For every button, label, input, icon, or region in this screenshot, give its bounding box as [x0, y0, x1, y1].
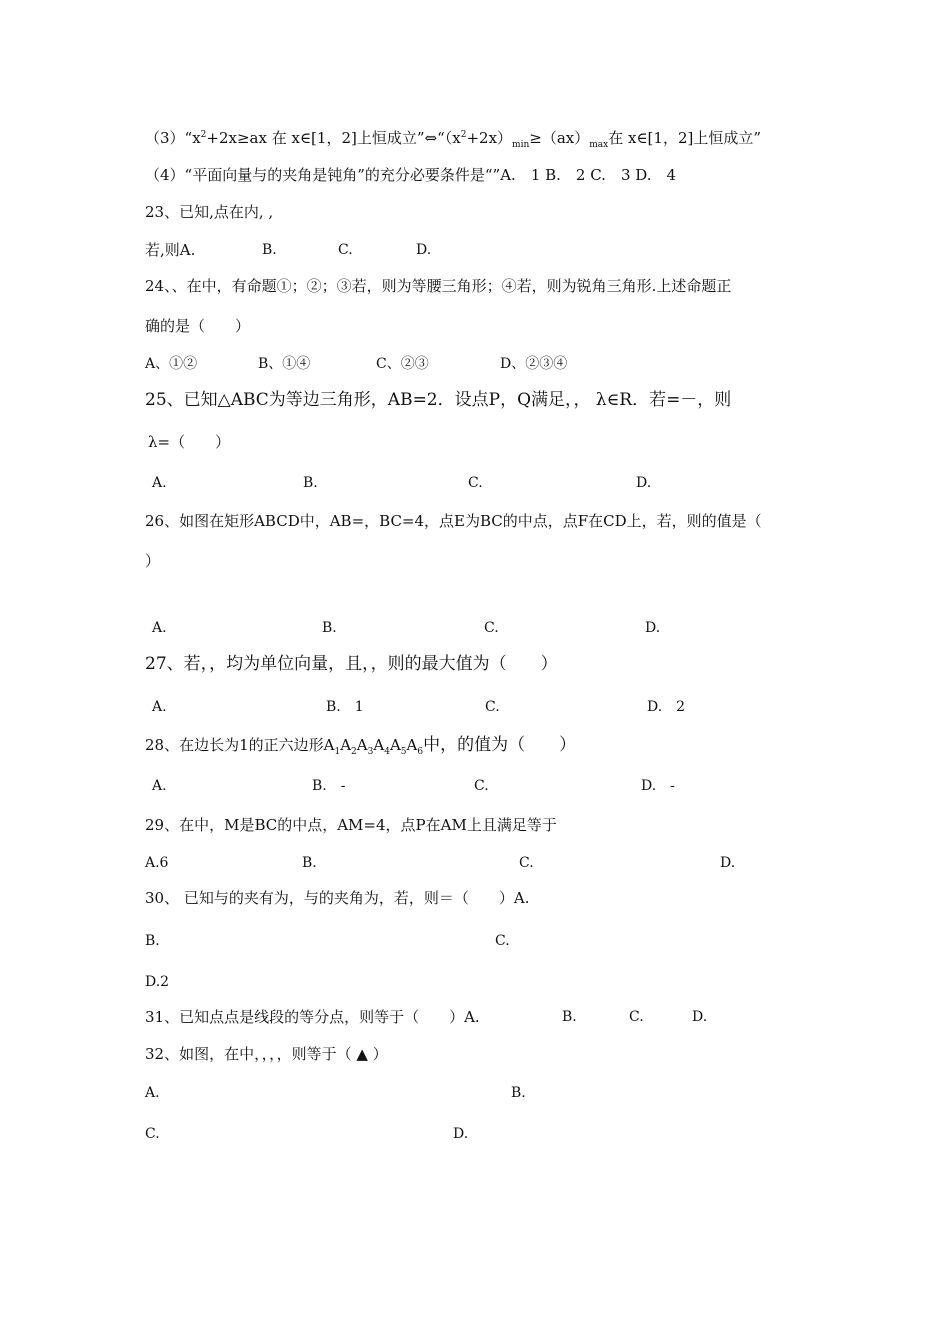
- q22-item3-sup1: 2: [200, 130, 207, 140]
- q28-a3: A: [356, 736, 368, 754]
- q32-option-d: D.: [453, 1126, 469, 1142]
- q23-stem: 23、已知,点在内, ,: [145, 203, 274, 221]
- q26-option-a: A.: [152, 620, 167, 636]
- q30-option-c: C.: [495, 933, 510, 949]
- q27-option-d: D. 2: [647, 699, 686, 715]
- q25-option-b: B.: [303, 475, 318, 491]
- q24-stem: 24、、在中，有命题①；②；③若，则为等腰三角形；④若，则为锐角三角形.上述命题正: [145, 277, 732, 295]
- q28-a5: A: [389, 736, 401, 754]
- q24-option-d: D、②③④: [500, 356, 568, 372]
- q26-option-d: D.: [645, 620, 661, 636]
- q26-stem: 26、如图在矩形ABCD中，AB=，BC=4，点E为BC的中点，点F在CD上，若，则的值是（: [145, 512, 762, 530]
- q32-option-c: C.: [145, 1126, 160, 1142]
- q32-option-a: A.: [145, 1085, 160, 1101]
- q29-option-d: D.: [720, 855, 736, 871]
- q24-option-c: C、②③: [376, 356, 429, 372]
- q22-item4: （4）“平面向量与的夹角是钝角”的充分必要条件是“”A. 1 B. 2 C. 3 D. 4: [145, 166, 677, 184]
- q26-option-b: B.: [322, 620, 337, 636]
- q30-stem: 30、 已知与的夹有为，与的夹角为，若，则＝（ ）A.: [145, 889, 530, 907]
- q22-item3-d: ≥（ax）: [529, 129, 590, 147]
- q29-stem: 29、在中，M是BC的中点，AM=4，点P在AM上且满足等于: [145, 816, 557, 834]
- q22-item3-sub-min: min: [512, 140, 530, 150]
- q31-option-b: B.: [562, 1009, 577, 1025]
- q24-option-a: A、①②: [145, 356, 198, 372]
- q31-stem: 31、已知点点是线段的等分点，则等于（ ）A.: [145, 1008, 480, 1026]
- q27-option-c: C.: [485, 699, 500, 715]
- q26-stem2: ）: [145, 552, 161, 570]
- q28-option-c: C.: [474, 778, 489, 794]
- q23-option-b: B.: [262, 242, 277, 258]
- q29-option-b: B.: [302, 855, 317, 871]
- q28-stem-b: 中，的值为（ ）: [423, 735, 577, 755]
- q28-stem-a: 28、在边长为1的正六边形A: [145, 736, 335, 754]
- q28-a6: A: [406, 736, 418, 754]
- q28-sub-3: 3: [367, 747, 374, 757]
- q31-option-d: D.: [692, 1009, 708, 1025]
- q25-stem2: λ=（ ）: [148, 433, 231, 451]
- q28-sub-5: 5: [400, 747, 407, 757]
- q27-stem: 27、若，，均为单位向量，且，，则的最大值为（ ）: [145, 654, 558, 674]
- q23-line2: 若,则A.: [145, 241, 196, 259]
- q29-option-c: C.: [519, 855, 534, 871]
- q23-option-d: D.: [416, 242, 432, 258]
- q28-a4: A: [373, 736, 385, 754]
- q23-option-c: C.: [338, 242, 353, 258]
- q30-option-d: D.2: [145, 974, 170, 990]
- q30-option-b: B.: [145, 933, 160, 949]
- q25-option-c: C.: [468, 475, 483, 491]
- q25-option-d: D.: [636, 475, 652, 491]
- q22-item3-c: +2x）: [466, 129, 513, 147]
- q28-sub-6: 6: [417, 747, 424, 757]
- q22-item3-a: （3）“x: [145, 129, 201, 147]
- q24-option-b: B、①④: [258, 356, 311, 372]
- q29-option-a: A.6: [145, 855, 169, 871]
- q28-stem: [145, 735, 576, 755]
- q26-option-c: C.: [484, 620, 499, 636]
- q22-item3-sup2: 2: [460, 130, 467, 140]
- q28-sub-1: 1: [334, 747, 341, 757]
- q31-option-c: C.: [629, 1009, 644, 1025]
- q27-option-b: B. 1: [326, 699, 364, 715]
- q28-option-d: D. -: [641, 778, 675, 794]
- q22-item3-sub-max: max: [589, 140, 609, 150]
- q25-stem: 25、已知△ABC为等边三角形，AB=2．设点P，Q满足，， λ∈R．若=－，则: [145, 390, 732, 410]
- q28-option-a: A.: [152, 778, 167, 794]
- q22-item3-b: +2x≥ax 在 x∈[1，2]上恒成立”⇔“（x: [206, 129, 461, 147]
- q24-stem2: 确的是（ ）: [145, 317, 251, 335]
- q28-option-b: B. -: [312, 778, 346, 794]
- q28-sub-2: 2: [351, 747, 357, 757]
- q28-a2: A: [340, 736, 352, 754]
- q22-item3: [145, 128, 761, 148]
- q25-option-a: A.: [152, 475, 167, 491]
- q27-option-a: A.: [152, 699, 167, 715]
- q32-option-b: B.: [511, 1085, 526, 1101]
- q32-stem: 32、如图，在中，，，，则等于（ ▲ ）: [145, 1045, 388, 1063]
- q28-sub-4: 4: [384, 747, 390, 757]
- q22-item3-e: 在 x∈[1，2]上恒成立”: [608, 129, 762, 147]
